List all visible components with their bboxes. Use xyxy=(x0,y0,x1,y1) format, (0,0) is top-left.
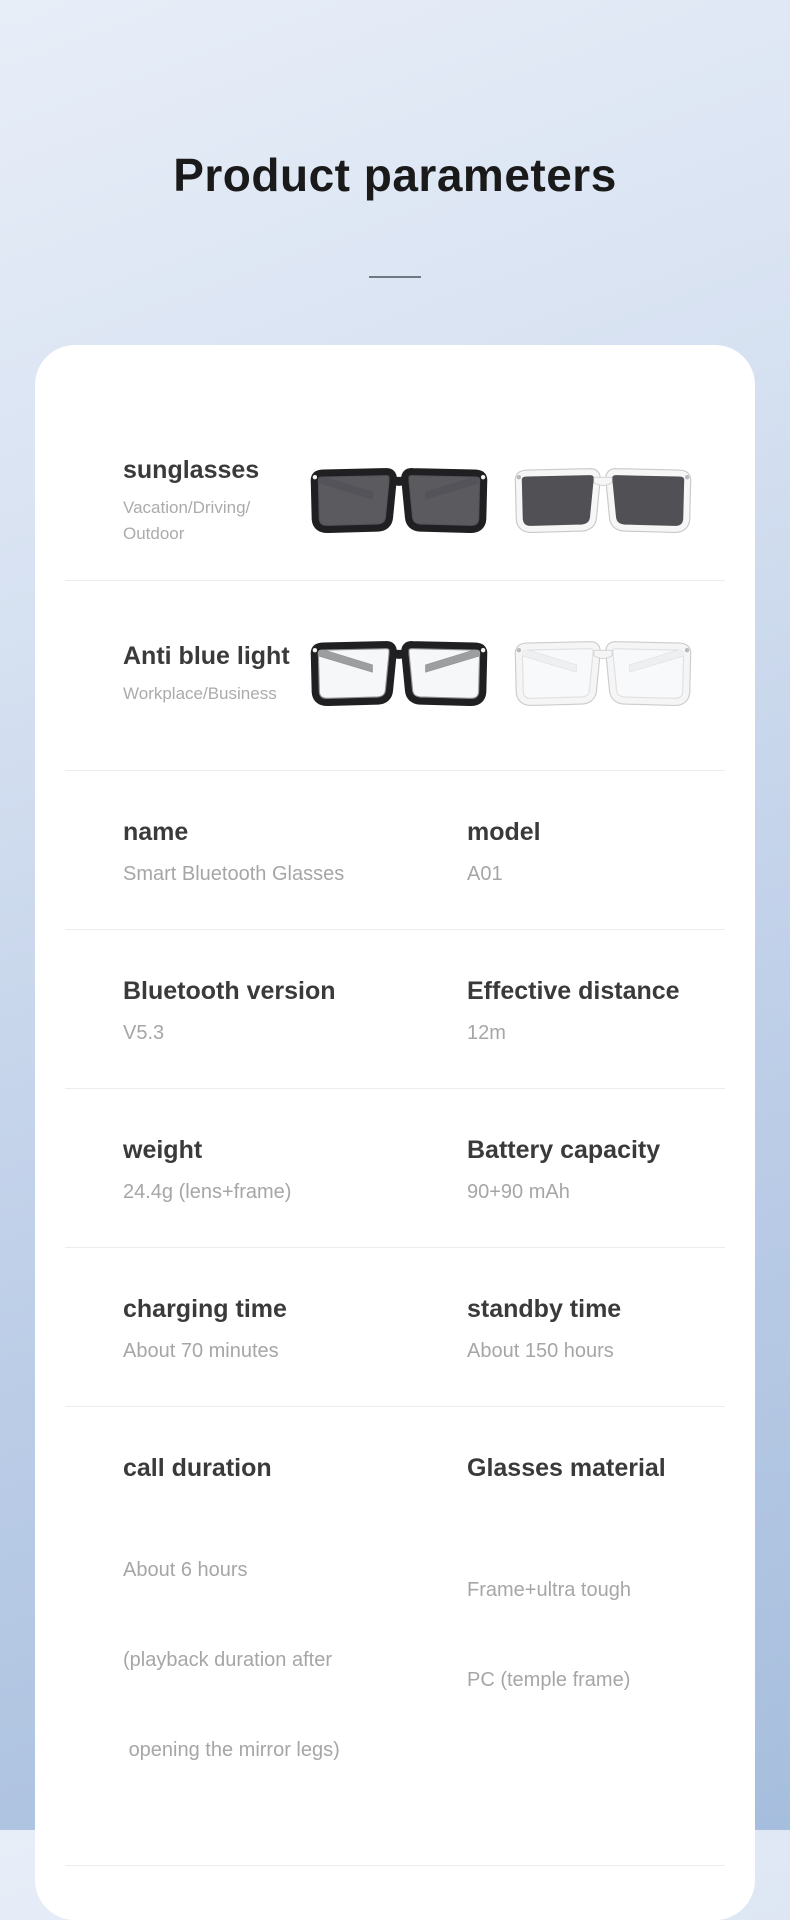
param-label: Glasses material xyxy=(467,1454,666,1482)
showcase-subtitle-line: Outdoor xyxy=(123,523,185,543)
showcase-info xyxy=(123,455,303,547)
showcase-info xyxy=(123,641,303,707)
param-cell xyxy=(467,1135,725,1207)
param-row-call-material xyxy=(65,1407,725,1866)
param-value: 90+90 mAh xyxy=(467,1181,570,1203)
param-value: V5.3 xyxy=(123,1022,165,1044)
param-row-weight-battery xyxy=(65,1089,725,1248)
param-value: About 70 minutes xyxy=(123,1340,279,1362)
param-value: 24.4g (lens+frame) xyxy=(123,1181,292,1203)
param-label: Battery capacity xyxy=(467,1136,661,1164)
param-row-charging-standby xyxy=(65,1248,725,1407)
param-value-line: opening the mirror legs) xyxy=(123,1739,340,1761)
param-row-name-model xyxy=(65,771,725,930)
anti-blue-glasses-white-image xyxy=(507,639,699,709)
sunglasses-white-image xyxy=(507,466,699,536)
param-value xyxy=(123,1495,457,1825)
param-label: weight xyxy=(123,1136,203,1164)
param-value-line: (playback duration after xyxy=(123,1649,333,1671)
param-label: model xyxy=(467,818,541,846)
param-label: name xyxy=(123,818,189,846)
param-cell xyxy=(467,1453,725,1825)
showcase-subtitle-line: Workplace/Business xyxy=(123,683,277,703)
title-underline xyxy=(369,276,421,278)
param-cell xyxy=(123,1453,467,1825)
param-value-line: Frame+ultra tough xyxy=(467,1579,631,1601)
param-value xyxy=(467,1515,725,1755)
parameters-card xyxy=(35,345,755,1920)
sunglasses-black-image xyxy=(303,466,495,536)
param-label: charging time xyxy=(123,1295,287,1323)
param-value-line: PC (temple frame) xyxy=(467,1669,631,1691)
param-value: Smart Bluetooth Glasses xyxy=(123,863,345,885)
param-label: standby time xyxy=(467,1295,622,1323)
param-cell xyxy=(467,817,725,889)
param-cell xyxy=(467,1294,725,1366)
showcase-label: sunglasses xyxy=(123,455,260,484)
param-cell xyxy=(123,817,467,889)
showcase-subtitle xyxy=(123,495,303,547)
showcase-row-anti-blue-light xyxy=(65,581,725,771)
param-label: call duration xyxy=(123,1454,272,1482)
param-value: About 150 hours xyxy=(467,1340,614,1362)
showcase-subtitle-line: Vacation/Driving/ xyxy=(123,497,251,517)
param-cell xyxy=(123,1135,467,1207)
param-cell xyxy=(467,976,725,1048)
param-cell xyxy=(123,976,467,1048)
showcase-subtitle xyxy=(123,681,303,707)
showcase-label: Anti blue light xyxy=(123,641,290,670)
param-value: A01 xyxy=(467,863,503,885)
param-row-bluetooth-distance xyxy=(65,930,725,1089)
param-cell xyxy=(123,1294,467,1366)
param-value-line: About 6 hours xyxy=(123,1559,248,1581)
param-label: Bluetooth version xyxy=(123,977,336,1005)
param-label: Effective distance xyxy=(467,977,680,1005)
param-value: 12m xyxy=(467,1022,506,1044)
showcase-row-sunglasses xyxy=(65,425,725,581)
page-title: Product parameters xyxy=(173,149,617,201)
anti-blue-glasses-black-image xyxy=(303,639,495,709)
